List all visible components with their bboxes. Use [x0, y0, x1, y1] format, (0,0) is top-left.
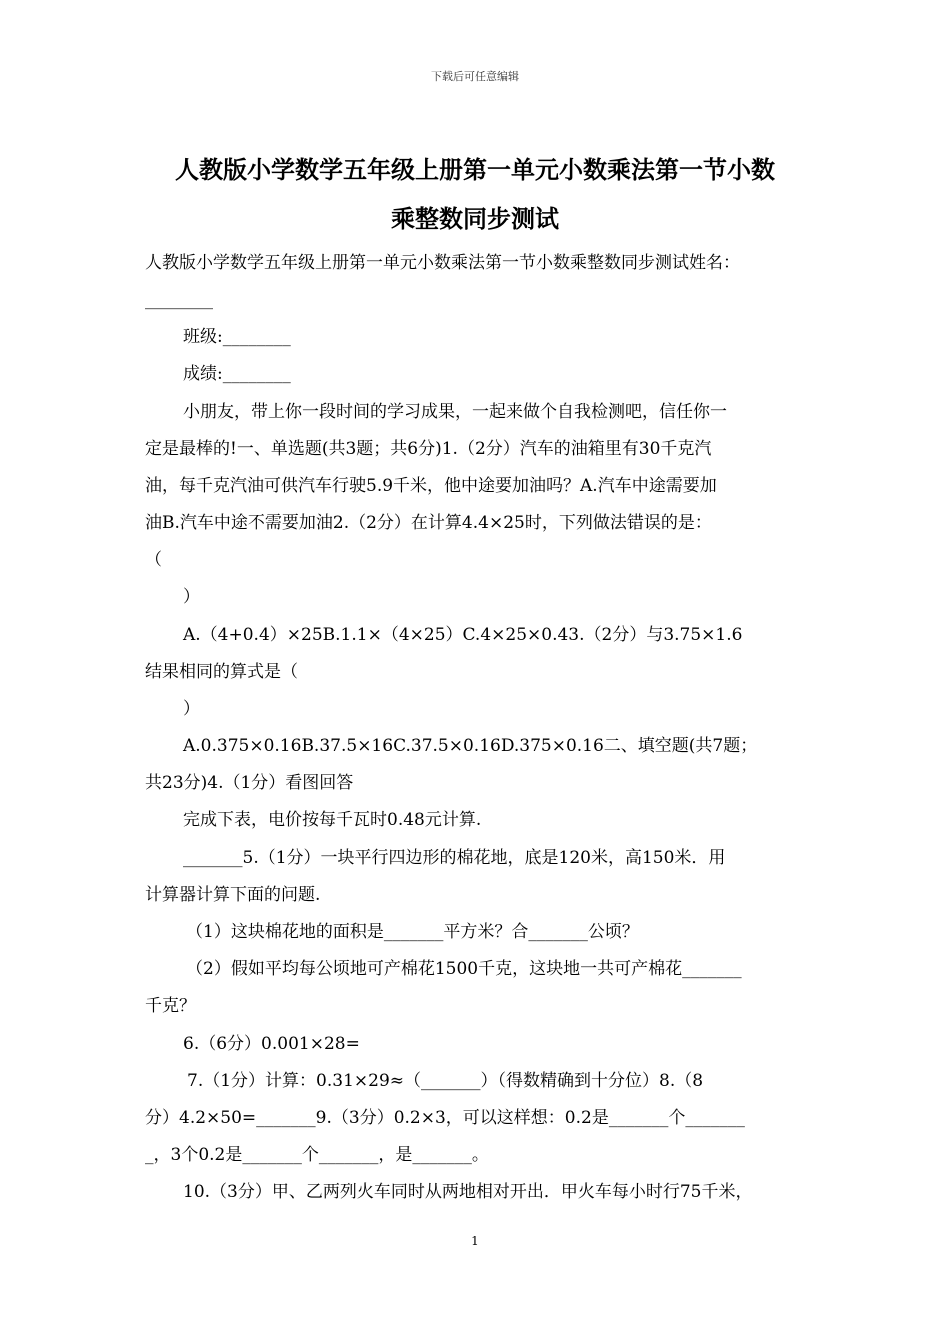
- text-line: 分）4.2×50=_______9.（3分）0.2×3，可以这样想：0.2是_______个_______: [145, 1108, 745, 1128]
- text-line: 油，每千克汽油可供汽车行驶5.9千米，他中途要加油吗？A.汽车中途需要加: [145, 476, 717, 496]
- text-line: _，3个0.2是_______个_______，是_______。: [145, 1145, 489, 1165]
- header-note: 下载后可任意编辑: [431, 70, 519, 83]
- text-line: （1）这块棉花地的面积是_______平方米？合_______公顷？: [186, 922, 639, 942]
- page-number: 1: [471, 1234, 479, 1248]
- text-line: 共23分)4.（1分）看图回答: [145, 773, 354, 793]
- text-line: 结果相同的算式是（: [145, 662, 298, 682]
- text-line: ）: [183, 587, 200, 607]
- name-blank-line: ________: [145, 290, 213, 310]
- text-line: 小朋友，带上你一段时间的学习成果，一起来做个自我检测吧，信任你一: [183, 402, 727, 422]
- text-line: 人教版小学数学五年级上册第一单元小数乘法第一节小数乘整数同步测试姓名：: [145, 253, 740, 273]
- document-title-line-1: 人教版小学数学五年级上册第一单元小数乘法第一节小数: [175, 156, 775, 184]
- text-line: A.（4+0.4）×25B.1.1×（4×25）C.4×25×0.43.（2分）与3.75×1.6: [183, 625, 743, 645]
- text-line: 6.（6分）0.001×28=: [183, 1034, 360, 1054]
- text-line: _______5.（1分）一块平行四边形的棉花地，底是120米，高150米．用: [183, 848, 726, 868]
- text-line: 7.（1分）计算：0.31×29≈（_______）（得数精确到十分位）8.（8: [187, 1071, 704, 1091]
- document-title-line-2: 乘整数同步测试: [391, 205, 559, 233]
- text-line: 10.（3分）甲、乙两列火车同时从两地相对开出．甲火车每小时行75千米，: [183, 1182, 753, 1202]
- text-line: 千克？: [145, 996, 196, 1016]
- score-field: 成绩:________: [183, 364, 291, 384]
- text-line: 计算器计算下面的问题.: [145, 885, 321, 905]
- text-line: 油B.汽车中途不需要加油2.（2分）在计算4.4×25时，下列做法错误的是：: [145, 513, 712, 533]
- text-line: 完成下表，电价按每千瓦时0.48元计算.: [183, 810, 482, 830]
- text-line: （2）假如平均每公顷地可产棉花1500千克，这块地一共可产棉花_______: [186, 959, 742, 979]
- class-field: 班级:________: [183, 327, 291, 347]
- text-line: 定是最棒的!一、单选题(共3题；共6分)1.（2分）汽车的油箱里有30千克汽: [145, 439, 712, 459]
- text-line: ）: [183, 699, 200, 719]
- text-line: A.0.375×0.16B.37.5×16C.37.5×0.16D.375×0.16二、填空题(共7题；: [183, 736, 758, 756]
- text-line: （: [145, 550, 162, 570]
